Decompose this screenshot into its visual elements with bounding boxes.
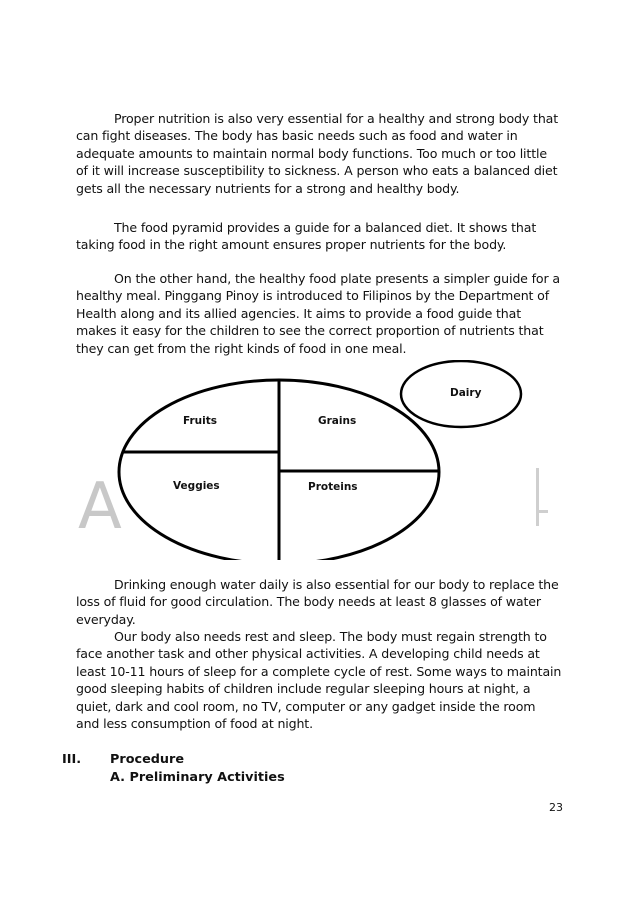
label-grains: Grains xyxy=(318,415,357,427)
paragraph-food-plate-text: On the other hand, the healthy food plate presents a simpler guide for a healthy meal. Pinggang Pinoy is introduced to Filipinos by the Department of Health along and its allied agencies. It aims to provide a food guide that makes it easy for the children to see the correct proportion of nutrients that they can get from the right kinds of food in one meal. xyxy=(76,271,560,356)
food-plate-diagram xyxy=(60,360,560,560)
watermark-letter: A xyxy=(78,470,122,544)
paragraph-nutrition-text: Proper nutrition is also very essential for a healthy and strong body that can fight diseases. The body has basic needs such as food and water in adequate amounts to maintain normal body functions. Too much or too little of it will increase susceptibility to sickness. A person who eats a balanced diet gets all the necessary nutrients for a strong and healthy body. xyxy=(76,111,559,196)
paragraph-food-pyramid xyxy=(76,219,562,254)
section-title: Procedure xyxy=(110,752,185,767)
label-dairy: Dairy xyxy=(450,387,482,399)
paragraph-nutrition xyxy=(76,110,562,197)
page-number: 23 xyxy=(549,801,563,814)
subsection-title: A. Preliminary Activities xyxy=(110,770,285,785)
label-proteins: Proteins xyxy=(308,481,358,493)
watermark-bar-arm xyxy=(536,510,548,513)
paragraph-food-plate xyxy=(76,270,562,357)
label-fruits: Fruits xyxy=(183,415,218,427)
watermark-bar xyxy=(536,468,539,526)
paragraph-food-pyramid-text: The food pyramid provides a guide for a balanced diet. It shows that taking food in the right amount ensures proper nutrients for the body. xyxy=(76,220,537,253)
paragraph-water xyxy=(76,576,562,628)
paragraph-sleep xyxy=(76,628,562,732)
label-veggies: Veggies xyxy=(173,480,220,492)
paragraph-sleep-text: Our body also needs rest and sleep. The body must regain strength to face another task and other physical activities. A developing child needs at least 10-11 hours of sleep for a complete cycle of rest. Some ways to maintain good sleeping habits of children include regular sleeping hours at night, a quiet, dark and cool room, no TV, computer or any gadget inside the room and less consumption of food at night. xyxy=(76,629,562,732)
paragraph-water-text: Drinking enough water daily is also essential for our body to replace the loss of fluid for good circulation. The body needs at least 8 glasses of water everyday. xyxy=(76,577,559,627)
section-number: III. xyxy=(62,752,82,767)
